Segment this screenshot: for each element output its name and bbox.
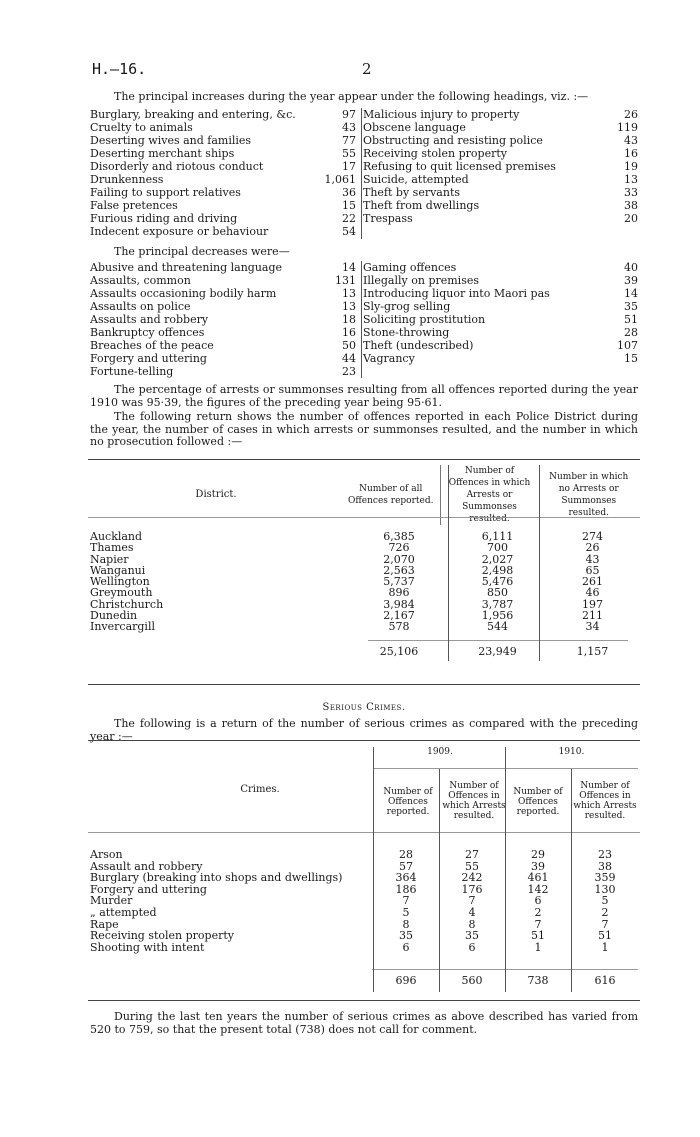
sub-arrests-1910: Number of Offences in which Arrests resulted. — [573, 781, 637, 821]
increase-row — [90, 160, 638, 173]
crime-arrests-1909: 8 — [468, 917, 476, 931]
district-arrests: 850 — [487, 586, 508, 600]
increase-right-heading: Theft by servants — [363, 186, 461, 199]
decrease-right-count: 28 — [624, 326, 638, 339]
crime-name: Arson — [90, 848, 123, 861]
district-col-line-2 — [539, 465, 540, 661]
district-name: Thames — [90, 541, 134, 555]
page-number: 2 — [362, 60, 372, 78]
increase-left-count: 36 — [342, 186, 356, 199]
district-name: Wanganui — [90, 563, 146, 577]
crime-arrests-1910: 359 — [594, 871, 616, 885]
district-row — [90, 576, 638, 587]
decreases-intro: The principal decreases were— — [114, 245, 290, 258]
district-no-arrests: 46 — [585, 586, 600, 600]
district-arrests: 5,476 — [481, 575, 514, 589]
decreases-list — [90, 261, 638, 378]
decrease-right-count: 14 — [624, 287, 638, 300]
page-header — [92, 60, 640, 80]
year-1910: 1910. — [558, 747, 585, 757]
increase-right-count: 38 — [624, 199, 638, 212]
decrease-left-heading: Assaults, common — [90, 274, 191, 287]
crime-arrests-1909: 4 — [468, 905, 476, 919]
increase-row — [90, 212, 638, 225]
decrease-right-heading: Sly-grog selling — [363, 300, 451, 313]
increases-intro: The principal increases during the year appear under the following headings, viz. :— — [114, 90, 589, 103]
district-table — [90, 465, 638, 525]
crime-arrests-1910: 23 — [598, 848, 612, 861]
district-reported: 896 — [388, 586, 410, 600]
crime-arrests-1910: 2 — [601, 905, 609, 919]
increase-right-heading: Malicious injury to property — [363, 108, 520, 121]
crimes-table-bottom-rule — [88, 1000, 640, 1001]
decrease-row — [90, 352, 638, 365]
decrease-left-heading: Forgery and uttering — [90, 352, 207, 365]
district-reported: 578 — [388, 620, 410, 634]
crimes-table-top-rule — [88, 740, 640, 741]
closing-paragraph: During the last ten years the number of serious crimes as above described has varied from 520 to 759, so that the present total (738) does not call for comment. — [90, 1010, 638, 1036]
crime-reported-1910: 2 — [534, 905, 542, 919]
increase-right-heading: Receiving stolen property — [363, 147, 507, 160]
decrease-left-count: 23 — [342, 365, 356, 378]
decrease-left-count: 50 — [342, 339, 356, 352]
district-no-arrests: 34 — [585, 620, 600, 634]
sub-reported-1910: Number of Offences reported. — [513, 787, 563, 817]
crime-row — [90, 942, 638, 954]
crime-reported-1909: 35 — [399, 929, 413, 943]
increase-right-count: 19 — [624, 160, 638, 173]
crime-name: Burglary (breaking into shops and dwellings) — [90, 871, 343, 885]
increase-right-heading: Obstructing and resisting police — [363, 134, 543, 147]
decrease-left-heading: Bankruptcy offences — [90, 326, 205, 339]
crime-reported-1909: 57 — [399, 859, 413, 873]
district-table-bottom-rule — [88, 684, 640, 685]
decrease-left-count: 44 — [342, 352, 356, 365]
district-name: Christchurch — [90, 597, 164, 611]
decrease-right-count: 15 — [624, 352, 638, 365]
district-row — [90, 621, 638, 632]
increase-right-count: 26 — [624, 108, 638, 121]
crime-arrests-1909: 7 — [468, 894, 476, 908]
decrease-right-heading: Soliciting prostitution — [363, 313, 486, 326]
increases-list — [90, 108, 638, 238]
crime-reported-1910: 6 — [534, 894, 542, 908]
increase-left-heading: Deserting merchant ships — [90, 147, 235, 160]
district-header: District. — [195, 489, 237, 500]
crime-row — [90, 884, 638, 896]
district-reported: 3,984 — [383, 597, 415, 611]
increases-divider — [361, 108, 362, 239]
district-col-line-1 — [448, 465, 449, 661]
decrease-left-heading: Abusive and threatening language — [90, 261, 283, 274]
crime-name: Rape — [90, 917, 119, 931]
district-name: Auckland — [90, 530, 143, 543]
decrease-right-count: 107 — [617, 339, 638, 352]
crime-arrests-1910: 38 — [598, 859, 612, 873]
crimes-col-line-1 — [373, 747, 374, 992]
crime-reported-1910: 142 — [527, 882, 549, 896]
crime-name: Receiving stolen property — [90, 929, 234, 943]
increase-left-count: 43 — [342, 121, 356, 134]
decrease-left-count: 13 — [342, 300, 356, 313]
no-arrests-header: Number in which no Arrests or Summonses resulted. — [539, 465, 638, 525]
district-arrests: 2,027 — [481, 552, 514, 566]
increase-left-heading: Drunkenness — [90, 173, 164, 186]
crime-name: Shooting with intent — [90, 940, 205, 954]
crime-arrests-1910: 51 — [598, 929, 612, 943]
increase-row — [90, 225, 638, 238]
total-reported-1910: 738 — [527, 974, 549, 987]
increase-row — [90, 121, 638, 134]
district-no-arrests: 211 — [582, 609, 603, 623]
district-row — [90, 599, 638, 610]
increase-left-count: 77 — [342, 134, 356, 147]
district-reported: 726 — [388, 541, 410, 555]
crime-name: Murder — [90, 894, 133, 908]
district-no-arrests: 65 — [585, 563, 600, 577]
increase-left-heading: Cruelty to animals — [90, 121, 193, 134]
increase-right-heading: Refusing to quit licensed premises — [363, 160, 556, 173]
district-total-rule — [368, 640, 628, 641]
district-arrests: 1,956 — [481, 609, 514, 623]
crimes-col-line-3 — [505, 747, 506, 992]
decrease-left-heading: Assaults on police — [90, 300, 191, 313]
district-reported: 5,737 — [383, 575, 415, 589]
decreases-divider — [361, 261, 362, 378]
crime-arrests-1909: 27 — [465, 848, 479, 861]
district-table-top-rule — [88, 459, 640, 460]
decrease-left-count: 131 — [335, 274, 356, 287]
increase-left-heading: Burglary, breaking and entering, &c. — [90, 108, 296, 121]
increase-left-heading: Deserting wives and families — [90, 134, 252, 147]
crime-reported-1909: 8 — [402, 917, 410, 931]
increase-right-heading: Obscene language — [363, 121, 466, 134]
decrease-right-heading: Gaming offences — [363, 261, 457, 274]
crime-name: Forgery and uttering — [90, 882, 207, 896]
decrease-left-heading: Assaults and robbery — [90, 313, 209, 326]
district-reported: 2,070 — [383, 552, 415, 566]
percentage-paragraph: The percentage of arrests or summonses resulting from all offences reported during the year 1910 was 95·39, the figures of the preceding year being 95·61. — [90, 383, 638, 409]
crime-row — [90, 930, 638, 942]
crime-reported-1910: 7 — [534, 917, 542, 931]
decrease-right-heading: Vagrancy — [363, 352, 415, 365]
crime-reported-1910: 461 — [527, 871, 549, 885]
district-row — [90, 542, 638, 553]
sub-arrests-1909: Number of Offences in which Arrests resulted. — [442, 781, 506, 821]
decrease-row — [90, 261, 638, 274]
decrease-right-count: 51 — [624, 313, 638, 326]
increase-left-count: 22 — [342, 212, 356, 225]
crime-reported-1910: 29 — [531, 848, 545, 861]
return-paragraph: The following return shows the number of offences reported in each Police District during the year, the number of cases in which arrests or summonses resulted, and the number in which no prosecution followed :— — [90, 410, 638, 448]
crime-arrests-1910: 130 — [594, 882, 616, 896]
crimes-col-line-4 — [571, 769, 572, 992]
decrease-row — [90, 339, 638, 352]
decrease-right-heading: Theft (undescribed) — [363, 339, 474, 352]
decrease-left-count: 14 — [342, 261, 356, 274]
crime-reported-1909: 28 — [399, 848, 413, 861]
district-no-arrests: 261 — [582, 575, 603, 589]
crime-arrests-1909: 176 — [461, 882, 483, 896]
district-row — [90, 587, 638, 598]
total-arrests: 23,949 — [478, 645, 517, 658]
increase-left-count: 97 — [342, 108, 356, 121]
increase-left-heading: Furious riding and driving — [90, 212, 238, 225]
decrease-right-count: 40 — [624, 261, 638, 274]
increase-row — [90, 134, 638, 147]
increase-left-count: 54 — [342, 225, 356, 238]
district-name: Napier — [90, 552, 129, 566]
increase-right-heading: Theft from dwellings — [363, 199, 480, 212]
increase-left-heading: Failing to support relatives — [90, 186, 241, 199]
increase-left-count: 17 — [342, 160, 356, 173]
crime-name: „ attempted — [90, 905, 157, 919]
district-no-arrests: 26 — [585, 541, 600, 555]
crimes-col-line-2 — [439, 769, 440, 992]
crime-arrests-1909: 6 — [468, 940, 476, 954]
crime-arrests-1909: 35 — [465, 929, 479, 943]
crimes-header-label: Crimes. — [240, 784, 280, 795]
sub-reported-1909: Number of Offences reported. — [383, 787, 433, 817]
increase-row — [90, 108, 638, 121]
year-1909: 1909. — [427, 747, 453, 757]
crime-arrests-1910: 1 — [601, 940, 609, 954]
crime-reported-1909: 5 — [402, 905, 410, 919]
increase-right-heading: Suicide, attempted — [363, 173, 469, 186]
crime-reported-1909: 364 — [395, 871, 417, 885]
decrease-row — [90, 326, 638, 339]
increase-left-heading: Disorderly and riotous conduct — [90, 160, 264, 173]
crime-name: Assault and robbery — [90, 859, 203, 873]
increase-left-count: 1,061 — [324, 173, 356, 186]
serious-intro: The following is a return of the number of serious crimes as compared with the preceding year :— — [90, 717, 638, 743]
district-reported: 2,563 — [383, 563, 415, 577]
district-header-rule — [88, 517, 640, 518]
crime-reported-1910: 51 — [531, 929, 545, 943]
crime-arrests-1910: 7 — [601, 917, 609, 931]
serious-crimes-title: Serious Crimes. — [322, 702, 406, 713]
district-row — [90, 554, 638, 565]
decrease-left-count: 16 — [342, 326, 356, 339]
decrease-row — [90, 287, 638, 300]
district-reported: 2,167 — [383, 609, 415, 623]
increase-row — [90, 199, 638, 212]
district-name: Invercargill — [90, 620, 155, 634]
arrests-header: Number of Offences in which Arrests or Summonses resulted. — [440, 465, 539, 525]
decrease-right-count: 35 — [624, 300, 638, 313]
decrease-row — [90, 365, 638, 378]
increase-left-count: 15 — [342, 199, 356, 212]
district-arrests: 544 — [487, 620, 508, 634]
increase-right-count: 43 — [624, 134, 638, 147]
reported-header: Number of all Offences reported. — [348, 484, 434, 506]
increase-row — [90, 147, 638, 160]
decrease-left-heading: Assaults occasioning bodily harm — [90, 287, 277, 300]
decrease-left-heading: Fortune-telling — [90, 365, 174, 378]
district-arrests: 2,498 — [481, 563, 514, 577]
total-arrests-1910: 616 — [594, 974, 616, 987]
crime-reported-1909: 6 — [402, 940, 410, 954]
district-row — [90, 531, 638, 542]
district-arrests: 700 — [487, 541, 508, 555]
decrease-right-count: 39 — [624, 274, 638, 287]
report-reference: H.—16. — [92, 60, 147, 78]
district-name: Dunedin — [90, 609, 138, 623]
district-row — [90, 565, 638, 576]
increase-right-count: 13 — [624, 173, 638, 186]
increase-right-heading: Trespass — [363, 212, 413, 225]
crime-reported-1909: 7 — [402, 894, 410, 908]
crime-reported-1910: 1 — [534, 940, 542, 954]
district-name: Wellington — [90, 575, 150, 589]
increase-right-count: 16 — [624, 147, 638, 160]
crime-row — [90, 907, 638, 919]
decrease-row — [90, 274, 638, 287]
total-no-arrests: 1,157 — [576, 645, 609, 658]
increase-right-count: 119 — [617, 121, 638, 134]
crime-reported-1909: 186 — [395, 882, 417, 896]
district-no-arrests: 274 — [582, 530, 603, 543]
crimes-rows — [90, 849, 638, 953]
crime-arrests-1910: 5 — [601, 894, 609, 908]
district-arrests: 3,787 — [481, 597, 514, 611]
district-rows — [90, 531, 638, 633]
total-arrests-1909: 560 — [461, 974, 483, 987]
district-reported: 6,385 — [383, 530, 415, 543]
district-name: Greymouth — [90, 586, 153, 600]
decrease-left-count: 18 — [342, 313, 356, 326]
district-no-arrests: 43 — [585, 552, 600, 566]
decrease-right-heading: Illegally on premises — [363, 274, 479, 287]
increase-row — [90, 173, 638, 186]
crime-reported-1910: 39 — [531, 859, 545, 873]
district-no-arrests: 197 — [582, 597, 603, 611]
increase-left-count: 55 — [342, 147, 356, 160]
district-row — [90, 610, 638, 621]
decrease-right-heading: Stone-throwing — [363, 326, 450, 339]
increase-left-heading: Indecent exposure or behaviour — [90, 225, 269, 238]
decrease-row — [90, 313, 638, 326]
increase-right-count: 33 — [624, 186, 638, 199]
total-reported: 25,106 — [379, 645, 419, 658]
total-reported-1909: 696 — [395, 974, 417, 987]
decrease-left-heading: Breaches of the peace — [90, 339, 214, 352]
decrease-row — [90, 300, 638, 313]
crime-row — [90, 895, 638, 907]
crimes-header-rule — [88, 832, 640, 833]
decrease-left-count: 13 — [342, 287, 356, 300]
district-arrests: 6,111 — [481, 530, 514, 543]
increase-right-count: 20 — [624, 212, 638, 225]
increase-left-heading: False pretences — [90, 199, 178, 212]
crime-arrests-1909: 242 — [461, 871, 483, 885]
increase-row — [90, 186, 638, 199]
crime-row — [90, 849, 638, 861]
decrease-right-heading: Introducing liquor into Maori pas — [363, 287, 550, 300]
crime-arrests-1909: 55 — [465, 859, 479, 873]
